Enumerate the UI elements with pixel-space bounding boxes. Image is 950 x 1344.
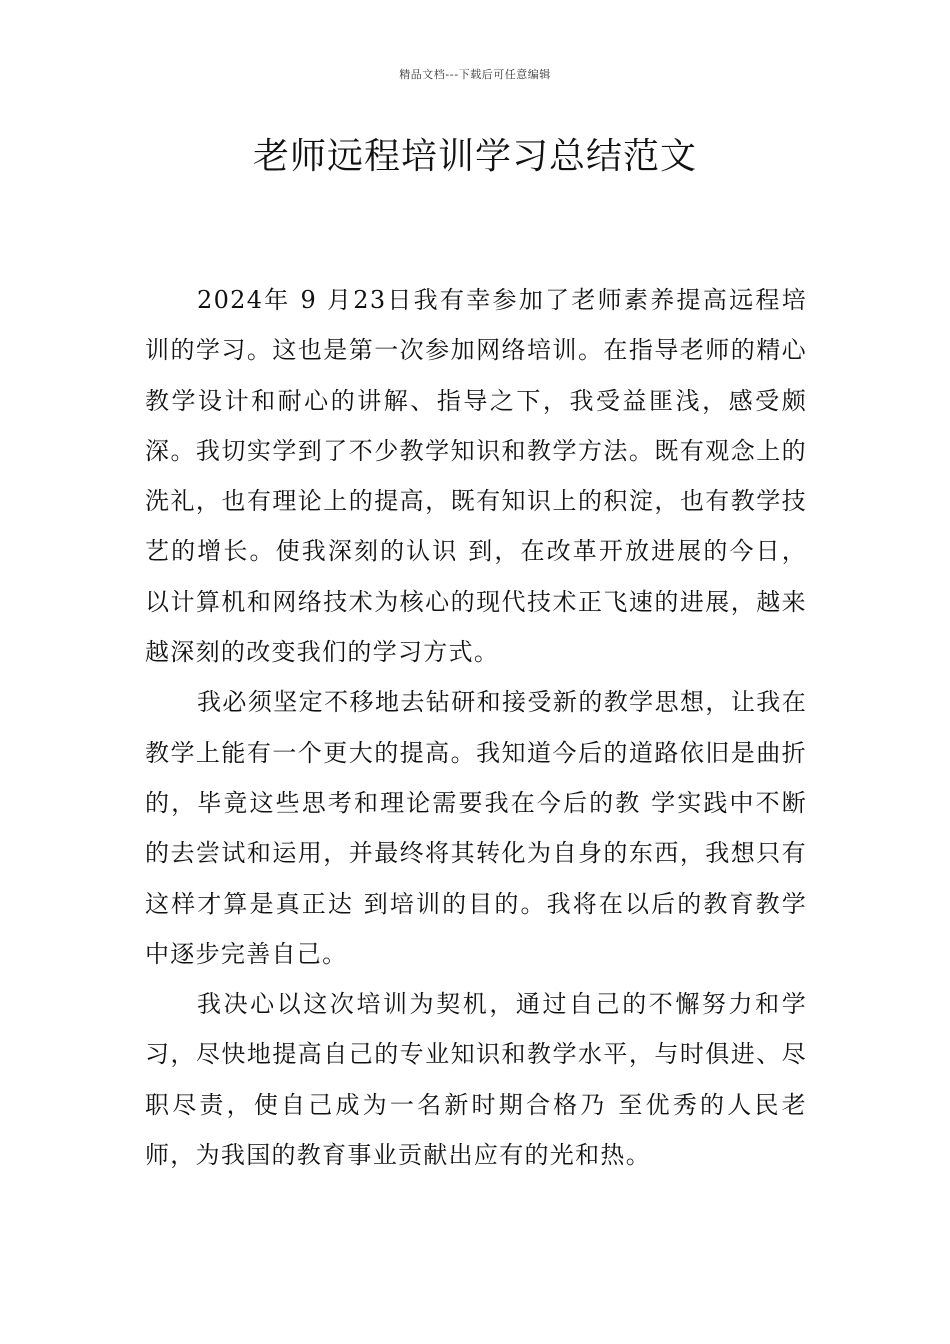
paragraph-2: 我必须坚定不移地去钻研和接受新的教学思想，让我在教学上能有一个更大的提高。我知道今后的道路依旧是曲折的，毕竟这些思考和理论需要我在今后的教 学实践中不断的去尝试和运用，并最终将其转化为自身的东西，我想只有这样才算是真正达 到培训的目的。我将在以后的教育教学中逐步完善自己。 bbox=[145, 688, 807, 968]
document-body bbox=[145, 275, 807, 1180]
page-title: 老师远程培训学习总结范文 bbox=[252, 136, 697, 177]
paragraph-3: 我决心以这次培训为契机，通过自己的不懈努力和学习，尽快地提高自己的专业知识和教学水平，与时俱进、尽职尽责，使自己成为一名新时期合格乃 至优秀的人民老师，为我国的教育事业贡献出应有的光和热。 bbox=[145, 990, 807, 1170]
paragraph-1: 2024年 9 月23日我有幸参加了老师素养提高远程培训的学习。这也是第一次参加网络培训。在指导老师的精心教学设计和耐心的讲解、指导之下，我受益匪浅，感受颇深。我切实学到了不少教学知识和教学方法。既有观念上的洗礼，也有理论上的提高，既有知识上的积淀，也有教学技艺的增长。使我深刻的认识 到，在改革开放进展的今日，以计算机和网络技术为核心的现代技术正飞速的进展，越来越深刻的改变我们的学习方式。 bbox=[145, 286, 807, 667]
header-note: 精品文档---下载后可任意编辑 bbox=[399, 68, 551, 81]
